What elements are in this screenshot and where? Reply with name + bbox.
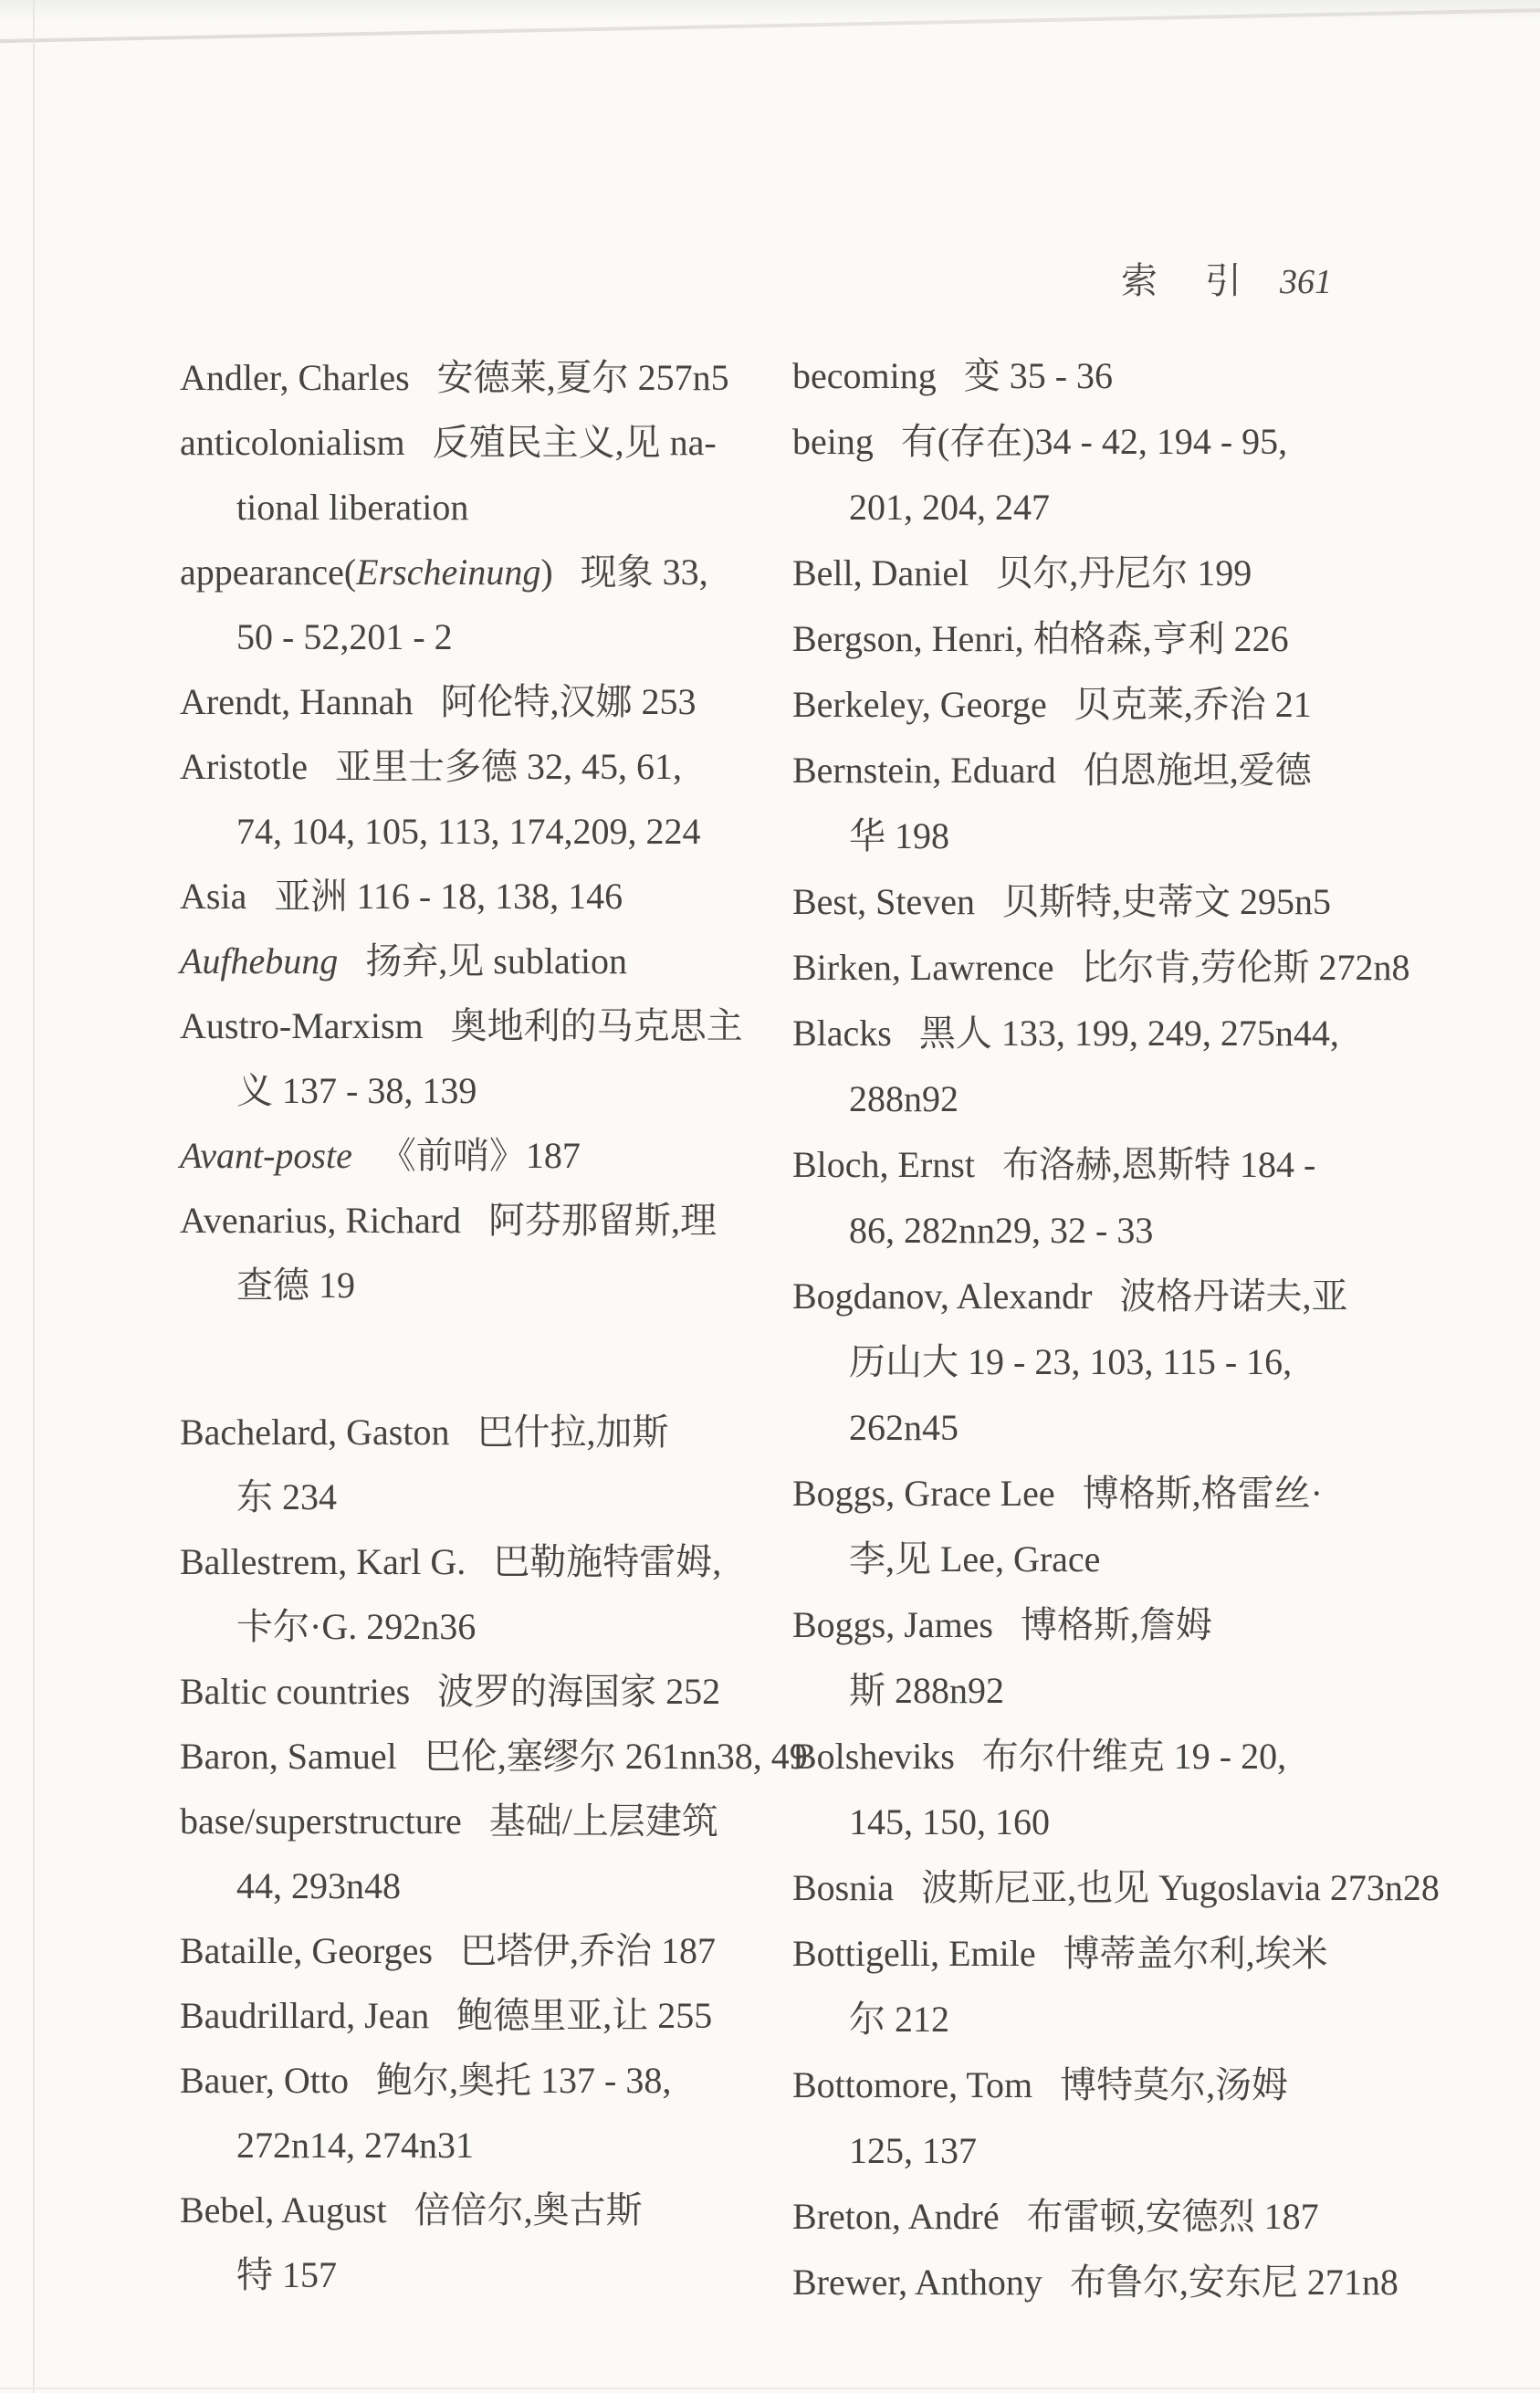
italic-term: Erscheinung <box>356 551 541 593</box>
index-line <box>180 1529 801 1594</box>
index-line <box>180 669 801 734</box>
text-run: Andler, Charles 安德莱,夏尔 257n5 <box>180 357 729 398</box>
index-line <box>180 864 801 929</box>
scan-bottom-edge-line <box>0 2388 1540 2389</box>
index-line <box>180 1188 801 1253</box>
index-line <box>792 606 1486 672</box>
index-column-left <box>180 345 808 2307</box>
index-line <box>180 2178 801 2242</box>
index-line <box>180 1058 801 1123</box>
text-run: 44, 293n48 <box>236 1865 401 1906</box>
index-line <box>180 345 801 410</box>
text-run: 斯 288n92 <box>849 1670 1004 1711</box>
section-gap <box>180 1317 801 1400</box>
page-number: 361 <box>1280 263 1332 301</box>
index-line <box>792 1395 1486 1461</box>
text-run: 扬弃,见 sublation <box>338 940 627 981</box>
text-run: tional liberation <box>236 487 469 528</box>
scan-top-shade <box>0 0 1540 22</box>
index-line <box>180 2048 801 2113</box>
text-run: 华 198 <box>849 815 949 856</box>
index-line <box>180 1123 801 1188</box>
text-run: 288n92 <box>849 1078 959 1119</box>
text-run: Bosnia 波斯尼亚,也见 Yugoslavia 273n28 <box>792 1867 1440 1908</box>
text-run: 50 - 52,201 - 2 <box>236 616 453 657</box>
header-title-char-left: 索 <box>1121 260 1158 301</box>
text-run: Birken, Lawrence 比尔肯,劳伦斯 272n8 <box>792 947 1410 988</box>
index-line <box>792 475 1486 541</box>
index-line <box>792 1658 1486 1724</box>
text-run: 历山大 19 - 23, 103, 115 - 16, <box>849 1341 1293 1382</box>
text-run: Brewer, Anthony 布鲁尔,安东尼 271n8 <box>792 2262 1399 2303</box>
text-run: 86, 282nn29, 32 - 33 <box>849 1210 1154 1251</box>
index-line <box>180 604 801 669</box>
index-line <box>792 343 1486 409</box>
index-line <box>792 803 1486 869</box>
text-run: Baron, Samuel 巴伦,塞缪尔 261nn38, 49 <box>180 1736 808 1777</box>
index-line <box>792 1724 1486 1790</box>
page-header <box>1084 215 1332 348</box>
index-line <box>792 1921 1486 1987</box>
text-run: base/superstructure 基础/上层建筑 <box>180 1800 718 1842</box>
index-line <box>180 1400 801 1464</box>
text-run: anticolonialism 反殖民主义,见 na- <box>180 422 717 463</box>
text-run: Bell, Daniel 贝尔,丹尼尔 199 <box>792 552 1252 593</box>
index-line <box>792 2118 1486 2184</box>
index-line <box>180 1853 801 1918</box>
text-run: Berkeley, George 贝克莱,乔治 21 <box>792 684 1312 725</box>
index-column-right <box>792 343 1486 2315</box>
text-run: Arendt, Hannah 阿伦特,汉娜 253 <box>180 681 697 722</box>
index-line <box>180 1594 801 1659</box>
text-run: Bernstein, Eduard 伯恩施坦,爱德 <box>792 750 1312 791</box>
text-run: 特 157 <box>236 2254 337 2295</box>
index-line <box>792 1461 1486 1527</box>
text-run: 《前哨》187 <box>351 1135 581 1176</box>
index-line <box>792 1198 1486 1264</box>
index-line <box>180 929 801 993</box>
index-line <box>180 993 801 1058</box>
index-line <box>792 1264 1486 1329</box>
index-line <box>792 1987 1486 2052</box>
text-run: 尔 212 <box>849 1999 949 2040</box>
index-line <box>792 2052 1486 2118</box>
text-run: Asia 亚洲 116 - 18, 138, 146 <box>180 876 623 917</box>
text-run: 145, 150, 160 <box>849 1801 1050 1842</box>
text-run: Boggs, Grace Lee 博格斯,格雷丝· <box>792 1473 1323 1514</box>
index-line <box>792 1527 1486 1592</box>
scan-left-edge-line <box>33 0 35 2393</box>
index-line <box>180 2242 801 2307</box>
text-run: Blacks 黑人 133, 199, 249, 275n44, <box>792 1013 1339 1054</box>
index-line <box>180 475 801 540</box>
text-run: Bogdanov, Alexandr 波格丹诺夫,亚 <box>792 1275 1348 1317</box>
index-line <box>180 1464 801 1529</box>
text-run: Austro-Marxism 奥地利的马克思主 <box>180 1005 743 1046</box>
text-run: Bauer, Otto 鲍尔,奥托 137 - 38, <box>180 2060 672 2101</box>
index-line <box>792 2250 1486 2315</box>
text-run: becoming 变 35 - 36 <box>792 355 1114 396</box>
text-run: Baudrillard, Jean 鲍德里亚,让 255 <box>180 1995 713 2036</box>
index-line <box>180 799 801 864</box>
text-run: 义 137 - 38, 139 <box>236 1070 477 1111</box>
italic-term: Avant-poste <box>180 1135 352 1176</box>
text-run: 74, 104, 105, 113, 174,209, 224 <box>236 811 701 852</box>
index-line <box>180 540 801 604</box>
text-run: Bergson, Henri, 柏格森,亨利 226 <box>792 618 1289 659</box>
text-run: 卡尔·G. 292n36 <box>236 1606 477 1647</box>
text-run: Bottomore, Tom 博特莫尔,汤姆 <box>792 2064 1289 2105</box>
index-line <box>180 410 801 475</box>
index-line <box>792 1001 1486 1066</box>
italic-term: Aufhebung <box>180 940 339 981</box>
text-run: 272n14, 274n31 <box>236 2125 474 2166</box>
text-run: Best, Steven 贝斯特,史蒂文 295n5 <box>792 881 1331 922</box>
text-run: 查德 19 <box>236 1265 355 1306</box>
text-run: Bataille, Georges 巴塔伊,乔治 187 <box>180 1930 716 1971</box>
index-line <box>792 869 1486 935</box>
index-line <box>792 1329 1486 1395</box>
index-line <box>792 1790 1486 1855</box>
index-line <box>792 541 1486 606</box>
text-run: 201, 204, 247 <box>849 487 1050 528</box>
text-run: 东 234 <box>236 1476 337 1517</box>
text-run: Boggs, James 博格斯,詹姆 <box>792 1604 1212 1645</box>
text-run: appearance( <box>180 551 357 593</box>
text-run: Bottigelli, Emile 博蒂盖尔利,埃米 <box>792 1933 1328 1974</box>
text-run: Bebel, August 倍倍尔,奥古斯 <box>180 2189 643 2230</box>
index-line <box>792 738 1486 803</box>
index-line <box>180 1253 801 1317</box>
text-run: being 有(存在)34 - 42, 194 - 95, <box>792 421 1288 462</box>
text-run: 125, 137 <box>849 2130 977 2171</box>
index-line <box>792 1066 1486 1132</box>
index-line <box>792 409 1486 475</box>
index-line <box>792 672 1486 738</box>
index-line <box>180 2113 801 2178</box>
text-run: Bolsheviks 布尔什维克 19 - 20, <box>792 1736 1287 1777</box>
index-line <box>180 734 801 799</box>
text-run: 262n45 <box>849 1407 959 1448</box>
index-line <box>792 2184 1486 2250</box>
index-line <box>792 1132 1486 1198</box>
index-line <box>180 1918 801 1983</box>
text-run: Bloch, Ernst 布洛赫,恩斯特 184 - <box>792 1144 1316 1185</box>
index-line <box>180 1983 801 2048</box>
text-run: Breton, André 布雷顿,安德烈 187 <box>792 2196 1319 2237</box>
header-title-char-right: 引 <box>1205 260 1241 301</box>
text-run: ) 现象 33, <box>540 551 708 593</box>
text-run: Baltic countries 波罗的海国家 252 <box>180 1671 721 1712</box>
text-run: Bachelard, Gaston 巴什拉,加斯 <box>180 1412 669 1453</box>
text-run: Avenarius, Richard 阿芬那留斯,理 <box>180 1200 718 1241</box>
index-line <box>792 1592 1486 1658</box>
index-line <box>180 1789 801 1853</box>
index-line <box>180 1724 808 1789</box>
text-run: 李,见 Lee, Grace <box>849 1538 1101 1580</box>
text-run: Ballestrem, Karl G. 巴勒施特雷姆, <box>180 1541 722 1582</box>
index-line <box>792 1855 1486 1921</box>
index-line <box>180 1659 801 1724</box>
text-run: Aristotle 亚里士多德 32, 45, 61, <box>180 746 682 787</box>
index-line <box>792 935 1486 1001</box>
